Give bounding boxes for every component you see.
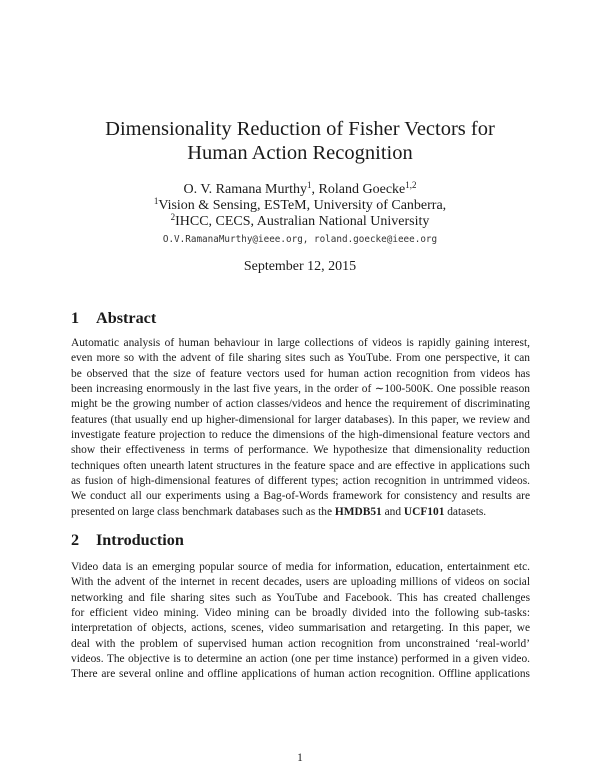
text-line: There are several online and offline applications of human action recognition. Offline applications (71, 668, 530, 681)
text-line: for efficient video mining. Video mining can be broadly divided into the following sub-tasks: (71, 607, 530, 620)
affiliation-text: IHCC, CECS, Australian National University (175, 214, 430, 229)
affiliation-mark: 2 (170, 212, 176, 222)
text-line: features (that usually end up higher-dimensional for larger databases). In this paper, we review and (71, 413, 530, 426)
text-line: We conduct all our experiments using a Bag-of-Words framework for consistency and results are (71, 490, 530, 503)
text-line: investigate feature projection to reduce the dimensions of the high-dimensional feature vectors and (71, 429, 530, 442)
section-heading-introduction (71, 530, 184, 550)
author-affiliation-mark: 1,2 (405, 180, 417, 190)
text-line: as fusion of high-dimensional features of different types; action recognition in untrimmed videos. (71, 475, 530, 488)
section-number: 1 (71, 309, 80, 327)
paper-date: September 12, 2015 (243, 259, 357, 274)
text-line: videos. The objective is to determine an action (one per time instance) performed in a given video. (71, 653, 530, 666)
affiliation-mark: 1 (153, 196, 159, 206)
author-name: Roland Goecke (318, 182, 406, 197)
text-line: Automatic analysis of human behaviour in large collections of videos is rapidly gaining interest, (71, 337, 530, 349)
author-separator: , (311, 182, 319, 197)
text-line: be observed that the size of feature vectors used for human action recognition from videos has (71, 367, 530, 380)
text-run: and (381, 505, 404, 518)
author-emails: O.V.RamanaMurthy@ieee.org, roland.goecke@ieee.org (162, 234, 438, 245)
text-line: With the advent of the internet in recent decades, users are uploading millions of videos on social (71, 576, 530, 589)
text-line: might be the growing number of action classes/videos and hence the requirement of discriminating (71, 398, 530, 411)
section-title: Introduction (96, 531, 184, 549)
text-line: even more so with the advent of file sharing sites such as YouTube. From one perspective, it can (71, 352, 530, 365)
text-line: show their effectiveness in terms of performance. We hypothesize that dimensionality reduction (71, 444, 530, 457)
text-run: datasets. (444, 505, 487, 518)
text-line: techniques often unearth latent structures in the feature space and are effective in applications such (71, 459, 530, 472)
affiliation-2 (0, 213, 600, 231)
section-title: Abstract (96, 309, 157, 327)
text-line: deal with the problem of supervised human action recognition from unconstrained ‘real-world’ (71, 637, 530, 650)
section-heading-abstract (71, 308, 156, 328)
author-name: O. V. Ramana Murthy (183, 182, 308, 197)
affiliation-text: Vision & Sensing, ESTeM, University of Canberra, (158, 198, 447, 213)
text-line (71, 505, 530, 520)
section-number: 2 (71, 531, 80, 549)
text-line: interpretation of objects, actions, scenes, video summarisation and retargeting. In this paper, we (71, 622, 530, 635)
text-line: Video data is an emerging popular source of media for information, education, entertainment etc. (71, 561, 530, 573)
page-number: 1 (297, 752, 303, 764)
paper-title-line-2: Human Action Recognition (187, 142, 413, 164)
author-affiliation-mark: 1 (307, 180, 312, 190)
dataset-name-hmdb51: HMDB51 (334, 505, 382, 518)
paper-title-line-1: Dimensionality Reduction of Fisher Vectors for (105, 118, 495, 140)
introduction-paragraph (71, 560, 530, 683)
dataset-name-ucf101: UCF101 (403, 505, 445, 518)
text-line: networking and file sharing sites such as YouTube and Facebook. This has created challenges (71, 591, 530, 604)
text-line: been increasing enormously in the last five years, in the order of ∼100-500K. One possible reason (71, 383, 530, 396)
abstract-paragraph (71, 336, 530, 520)
text-run: presented on large class benchmark databases such as the (71, 505, 335, 518)
